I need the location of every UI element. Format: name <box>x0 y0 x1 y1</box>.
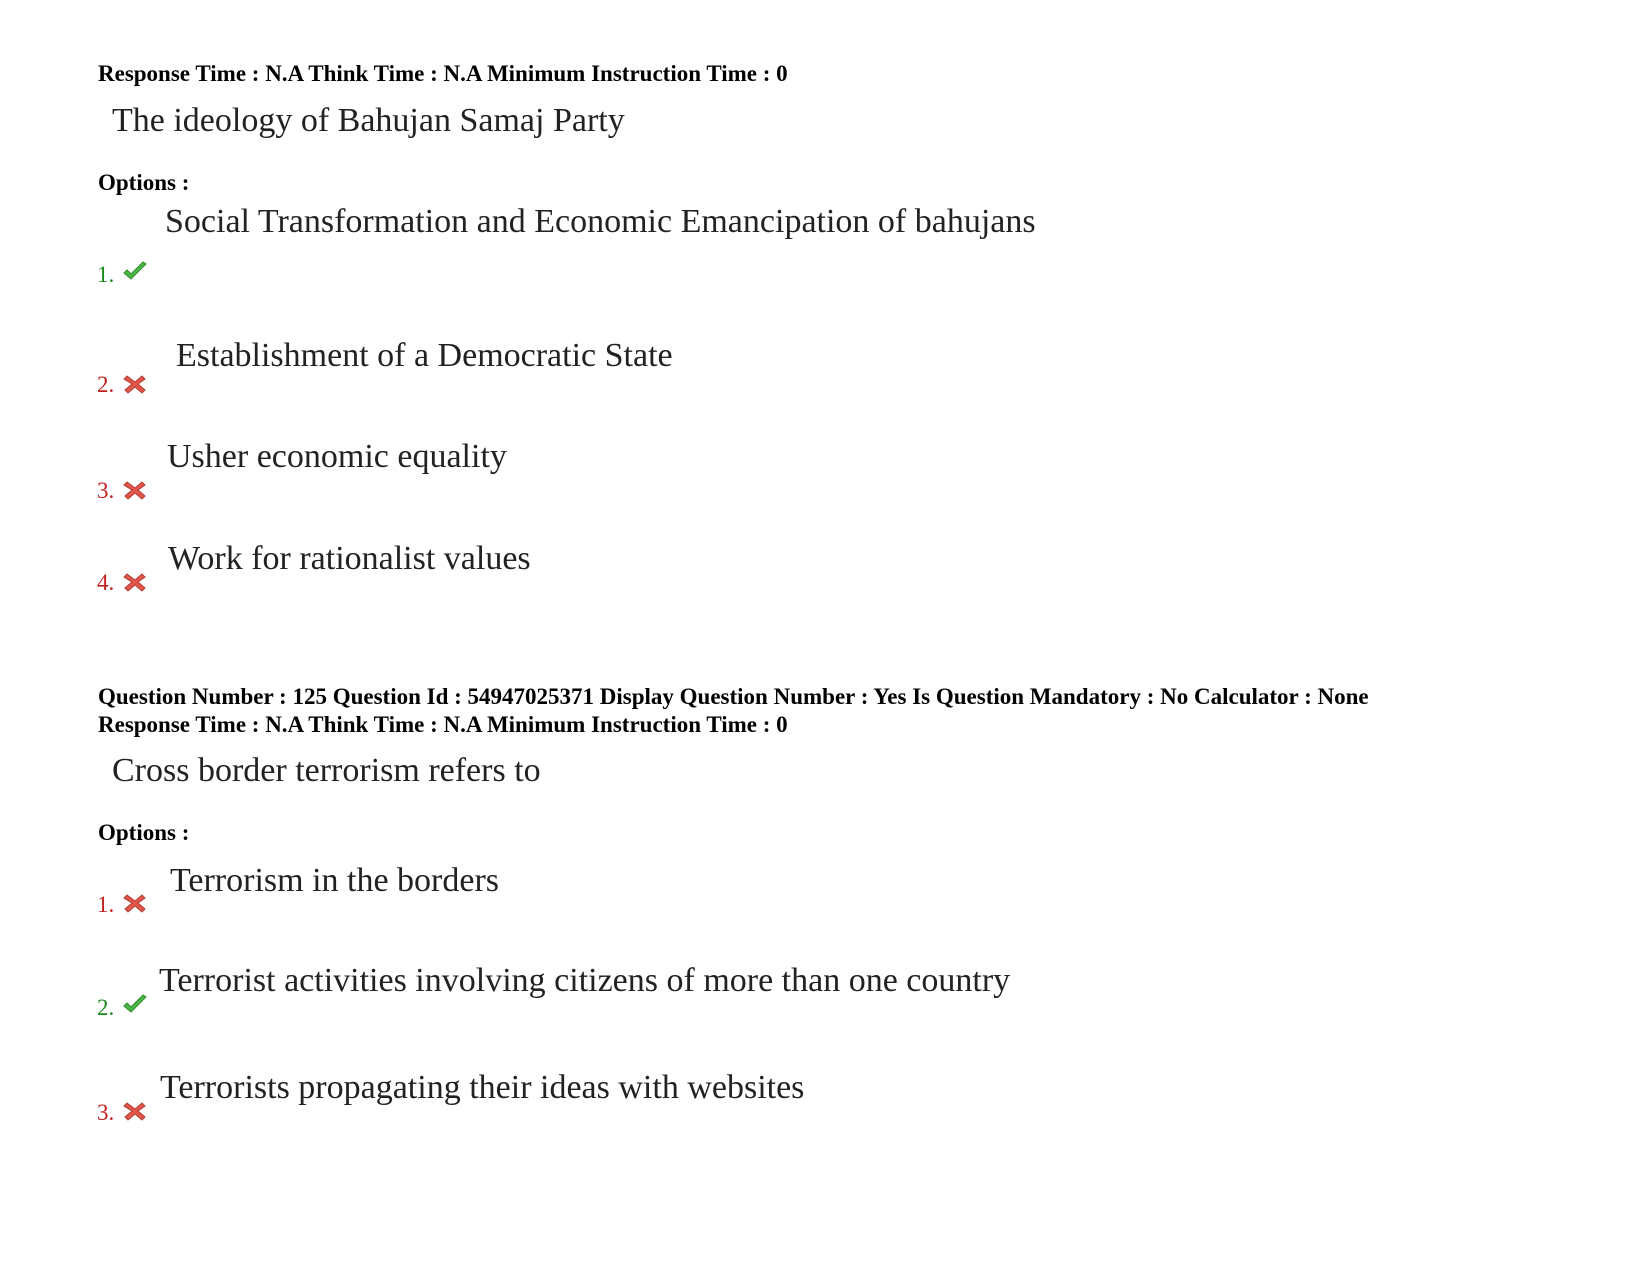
option-number: 1. <box>97 892 115 917</box>
option-number: 3. <box>97 478 115 503</box>
options-label: Options : <box>98 820 190 845</box>
cross-mark-icon <box>122 891 148 915</box>
option-number: 2. <box>97 372 115 397</box>
option-text: Terrorists propagating their ideas with websites <box>160 1069 805 1106</box>
option-text: Work for rationalist values <box>168 540 531 577</box>
option-number: 3. <box>97 1100 115 1125</box>
cross-mark-icon <box>122 478 148 502</box>
option-number: 2. <box>97 995 115 1020</box>
response-time-meta: Response Time : N.A Think Time : N.A Minimum Instruction Time : 0 <box>98 712 788 737</box>
check-mark-icon <box>122 260 148 284</box>
cross-mark-icon <box>122 570 148 594</box>
option-number: 1. <box>97 262 115 287</box>
cross-mark-icon <box>122 1099 148 1123</box>
option-text: Establishment of a Democratic State <box>176 337 673 374</box>
option-text: Social Transformation and Economic Emancipation of bahujans <box>165 203 1036 240</box>
cross-mark-icon <box>122 372 148 396</box>
question-text: The ideology of Bahujan Samaj Party <box>112 102 625 139</box>
option-number: 4. <box>97 570 115 595</box>
check-mark-icon <box>122 993 148 1017</box>
option-text: Terrorist activities involving citizens of more than one country <box>159 962 1011 999</box>
question-number-meta: Question Number : 125 Question Id : 54947025371 Display Question Number : Yes Is Question Mandatory : No Calculator : None <box>98 684 1369 709</box>
option-text: Usher economic equality <box>167 438 507 475</box>
question-text: Cross border terrorism refers to <box>112 752 541 789</box>
option-text: Terrorism in the borders <box>170 862 500 899</box>
options-label: Options : <box>98 170 190 195</box>
response-time-meta: Response Time : N.A Think Time : N.A Minimum Instruction Time : 0 <box>98 61 788 86</box>
